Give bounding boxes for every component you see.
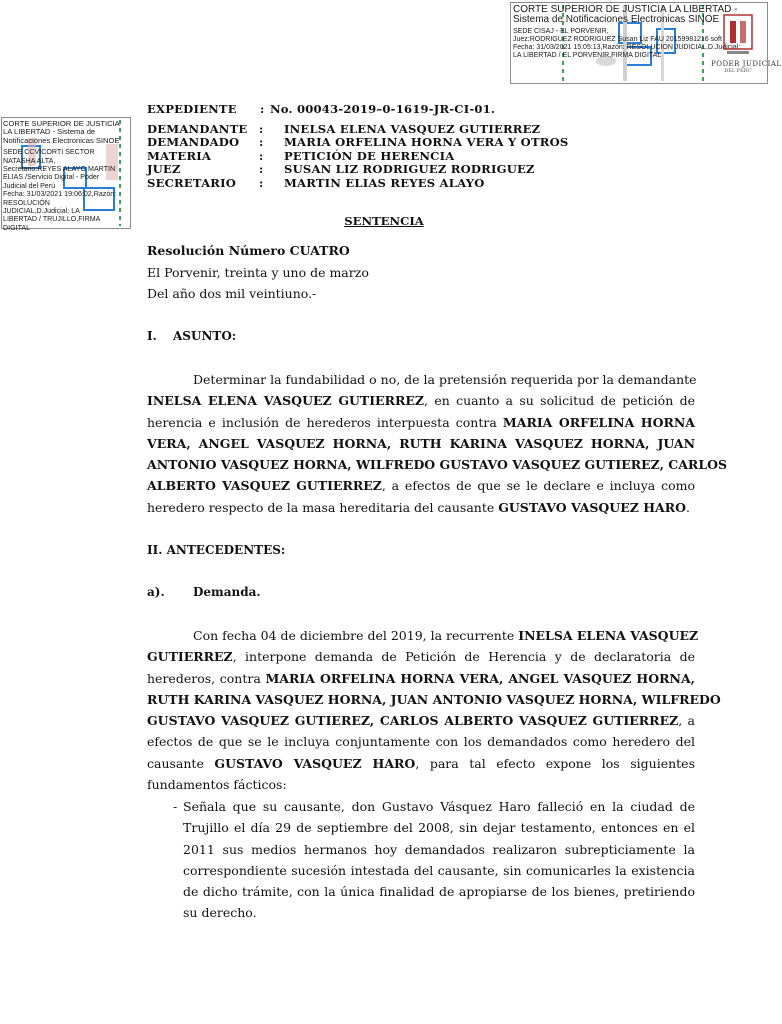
header-value: INELSA ELENA VASQUEZ GUTIERREZ: [284, 122, 541, 136]
document-title-text: SENTENCIA: [344, 214, 424, 228]
header-colon: :: [259, 135, 264, 149]
stamp-left-line-6: Secretario:REYES ALAYO MARTIN: [3, 165, 116, 174]
text-line: [147, 668, 695, 689]
stamp-top-line-6: LA LIBERTAD / EL PORVENIR,FIRMA DIGITAL: [513, 52, 662, 59]
text-run: fundamentos fácticos:: [147, 777, 287, 793]
subsection-number: a).: [147, 585, 165, 599]
text-run: , interpone demanda de Petición de Herencia y de declaratoria de: [232, 649, 695, 665]
text-line: [147, 710, 695, 731]
bold-text-run: INELSA ELENA VASQUEZ GUTIERREZ: [147, 393, 425, 409]
bold-text-run: GUSTAVO VASQUEZ HARO: [214, 755, 416, 771]
bold-text-run: GUSTAVO VASQUEZ GUTIEREZ, CARLOS ALBERTO VASQUEZ GUTIERREZ: [147, 713, 679, 729]
header-colon: :: [260, 102, 265, 116]
stamp-left-line-5: NATASHA ALTA,: [3, 156, 56, 165]
text-line: 2011 sus medios hermanos hoy demandados realizaron subrepticiamente la: [183, 841, 695, 857]
stamp-top-line-5: Fecha: 31/03/2021 15:05:13,Razón: RESOLUCIÓN JUDICIAL,D.Judicial:: [513, 44, 741, 51]
stamp-left-line-2: LA LIBERTAD - Sistema de: [3, 127, 96, 137]
text-run: herencia e inclusión de herederos interpuesta contra: [147, 414, 503, 430]
section-number: I.: [147, 329, 157, 343]
text-run: , a: [678, 713, 695, 729]
stamp-left-line-11: JUDICIAL,D.Judicial: LA: [3, 207, 80, 216]
text-line: [147, 454, 728, 475]
stamp-left-line-4: SEDE CCVICORTI SECTOR: [3, 148, 95, 157]
stamp-left-line-8: Judicial del Perú: [3, 181, 56, 190]
paragraph-asunto: [147, 369, 728, 518]
header-label: MATERIA: [147, 149, 212, 163]
stamp-left-line-10: RESOLUCIÓN: [3, 198, 50, 207]
bullet-paragraph: [183, 796, 695, 924]
text-line: [147, 774, 695, 795]
section-title: ASUNTO:: [173, 329, 237, 343]
section-heading-antecedentes: II. ANTECEDENTES:: [147, 543, 286, 557]
text-run: .: [686, 499, 690, 515]
stamp-top-line-4: Juez:RODRIGUEZ RODRIGUEZ Susan Liz FAU 20159981216 soft: [513, 36, 722, 43]
text-line: su derecho.: [183, 905, 257, 921]
header-label: EXPEDIENTE: [147, 102, 237, 116]
bold-text-run: MARIA ORFELINA HORNA VERA, ANGEL VASQUEZ HORNA,: [265, 670, 695, 686]
subsection-heading-demanda: [147, 585, 261, 599]
bold-text-run: INELSA ELENA VASQUEZ: [518, 628, 699, 643]
text-run: heredero respecto de la masa hereditaria del causante: [147, 499, 499, 515]
stamp-top-line-2: Sistema de Notificaciones Electronicas SINOE: [513, 14, 720, 25]
header-label: JUEZ: [147, 162, 181, 176]
bold-text-run: MARIA ORFELINA HORNA: [502, 414, 695, 430]
text-line: [147, 753, 695, 774]
text-line: [147, 646, 695, 667]
text-run: , para tal efecto expone los siguientes: [415, 755, 695, 771]
header-colon: :: [259, 122, 264, 136]
stamp-left-line-9: Fecha: 31/03/2021 19:06:02,Razón:: [3, 190, 117, 199]
text-line: [147, 433, 695, 454]
poder-judicial-logo: [711, 13, 782, 74]
header-colon: :: [259, 176, 264, 190]
header-label: SECRETARIO: [147, 176, 237, 190]
logo-text: PODER JUDICIAL: [711, 60, 782, 68]
bold-text-run: RUTH KARINA VASQUEZ HORNA, JUAN ANTONIO VASQUEZ HORNA, WILFREDO: [147, 691, 721, 707]
stamp-left-line-1: CORTE SUPERIOR DE JUSTICIA: [3, 119, 120, 128]
stamp-left-line-7: ELIAS /Servicio Digital - Poder: [3, 173, 100, 182]
poder-judicial-emblem-icon: [721, 13, 755, 55]
text-line: correspondiente sucesión intestada del causante, sin comunicarles la existencia: [183, 862, 695, 878]
text-line: [147, 369, 695, 390]
header-label: DEMANDANTE: [147, 122, 248, 136]
digital-signature-stamp-secretary: [1, 117, 131, 232]
text-run: , en cuanto a su solicitud de petición de: [424, 393, 695, 409]
bold-text-run: GUTIERREZ: [147, 649, 233, 665]
text-line: [147, 475, 695, 496]
paragraph-demanda: [147, 625, 721, 795]
stamp-left-line-13: DIGITAL: [3, 223, 31, 232]
year-line: Del año dos mil veintiuno.-: [147, 286, 317, 301]
bullet-marker: -: [173, 799, 178, 814]
digital-signature-stamp-judge: [510, 2, 782, 84]
header-colon: :: [259, 162, 264, 176]
bold-text-run: ANTONIO VASQUEZ HORNA, WILFREDO GUSTAVO VASQUEZ GUTIEREZ, CARLOS: [147, 457, 728, 473]
bold-text-run: GUSTAVO VASQUEZ HARO: [498, 499, 686, 515]
text-run: , a efectos de que se le declare e incluya como: [381, 478, 695, 494]
text-line: de dicho trámite, con la única finalidad de apropiarse de los bienes, pretiriendo: [183, 884, 695, 900]
stamp-left-line-12: LIBERTAD / TRUJILLO,FIRMA: [3, 215, 101, 224]
stamp-top-line-3: SEDE CISAJ - EL PORVENIR,: [513, 28, 609, 35]
text-line: [147, 689, 721, 710]
text-run: Con fecha 04 de diciembre del 2019, la recurrente: [193, 628, 519, 643]
text-line: [147, 731, 695, 752]
header-value: MARIA ORFELINA HORNA VERA Y OTROS: [284, 135, 569, 149]
text-line: Trujillo el día 29 de septiembre del 2008, sin dejar testamento, entonces en el: [183, 820, 695, 836]
text-run: efectos de que se le incluya conjuntamente con los demandados como heredero del: [147, 734, 695, 750]
header-colon: :: [259, 149, 264, 163]
bold-text-run: ALBERTO VASQUEZ GUTIERREZ: [147, 478, 382, 494]
stamp-top-line-1: CORTE SUPERIOR DE JUSTICIA LA LIBERTAD -: [513, 4, 738, 15]
bold-text-run: VERA, ANGEL VASQUEZ HORNA, RUTH KARINA VASQUEZ HORNA, JUAN: [147, 435, 695, 451]
text-line: [147, 412, 695, 433]
text-line: [147, 497, 695, 518]
text-line: [147, 390, 695, 411]
text-run: Determinar la fundabilidad o no, de la pretensión requerida por la demandante: [193, 372, 697, 387]
subsection-title: Demanda.: [193, 585, 261, 599]
logo-subtext: DEL PERÚ: [724, 68, 752, 74]
header-value: SUSAN LIZ RODRIGUEZ RODRIGUEZ: [284, 162, 535, 176]
header-label: DEMANDADO: [147, 135, 240, 149]
place-date: El Porvenir, treinta y uno de marzo: [147, 265, 369, 280]
text-line: Señala que su causante, don Gustavo Vásquez Haro falleció en la ciudad de: [183, 799, 695, 814]
header-value: No. 00043-2019–0-1619-JR-CI-01.: [270, 102, 496, 116]
resolution-number: Resolución Número CUATRO: [147, 243, 350, 258]
header-value: MARTIN ELIAS REYES ALAYO: [284, 176, 485, 190]
section-heading-asunto: [147, 329, 237, 343]
stamp-left-line-3: Notificaciones Electronicas SINOE: [3, 135, 120, 145]
text-run: causante: [147, 755, 215, 771]
text-line: [147, 625, 699, 646]
text-run: herederos, contra: [147, 670, 266, 686]
header-value: PETICIÓN DE HERENCIA: [284, 149, 455, 163]
